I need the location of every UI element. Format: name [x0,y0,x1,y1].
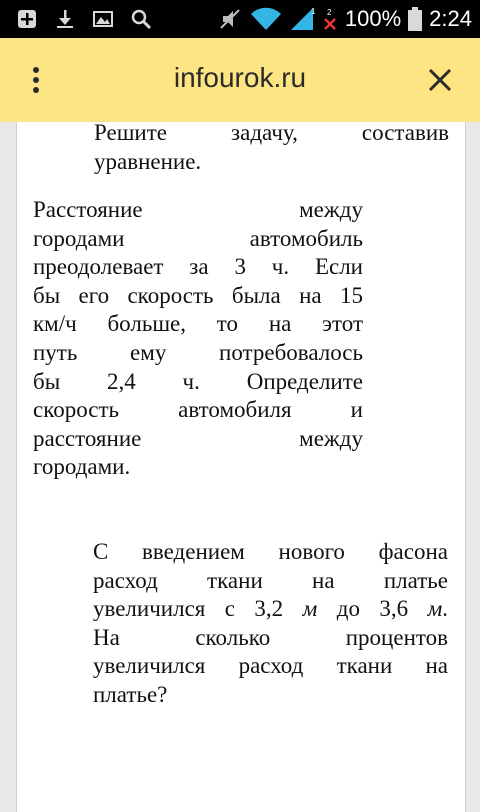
text-line: бы его скорость была на 15 [33,282,363,308]
text-line: С введением нового фасона [93,539,448,564]
text-line: городами. [33,454,131,480]
wifi-icon [249,6,283,32]
task-paragraph-1 [94,119,449,176]
add-icon [16,8,38,30]
text-line: путь ему потребовалось [33,339,363,365]
mute-icon [217,6,243,32]
signal-icon [289,6,317,32]
notification-icons [16,8,152,30]
document-page [16,122,466,812]
text-line: На сколько процентов [93,624,448,650]
task-paragraph-3 [93,538,448,710]
text-line: увеличился расход ткани на [93,653,448,679]
text-line: платье? [93,681,168,707]
browser-toolbar [0,38,480,122]
text-fragment: . [442,596,448,622]
download-icon [54,8,76,30]
signal-no-data-icon [323,6,339,32]
battery-percent: 100% [344,6,402,31]
text-fragment: увеличился с 3,2 [93,596,303,622]
signal-badge-1: 1 [310,7,316,16]
unit-meter: м [427,596,443,622]
text-line: расход ткани на платье [93,567,448,593]
text-line: городами автомобиль [33,225,363,251]
battery-icon [407,6,423,32]
unit-meter: м [302,596,318,622]
text-line: скорость автомобиля и [33,397,363,423]
signal-badge-2: 2 [326,8,332,17]
text-fragment: до 3,6 [317,596,428,622]
page-title: infourok.ru [173,62,307,93]
search-icon [130,8,152,30]
close-icon [427,67,453,93]
text-line: Расстояние между [33,197,363,222]
task-paragraph-2 [33,196,363,482]
text-line: км/ч больше, то на этот [33,311,363,337]
text-line: бы 2,4 ч. Определите [33,368,363,394]
clock: 2:24 [429,6,472,31]
image-icon [92,8,114,30]
text-line: расстояние между [33,425,363,451]
text-line: преодолевает за 3 ч. Если [33,254,363,280]
system-icons [217,6,472,32]
status-bar [0,0,480,38]
text-line: Решите задачу, составив [94,120,449,145]
text-line [93,595,448,624]
text-line: уравнение. [94,148,202,174]
close-button[interactable] [422,62,458,98]
